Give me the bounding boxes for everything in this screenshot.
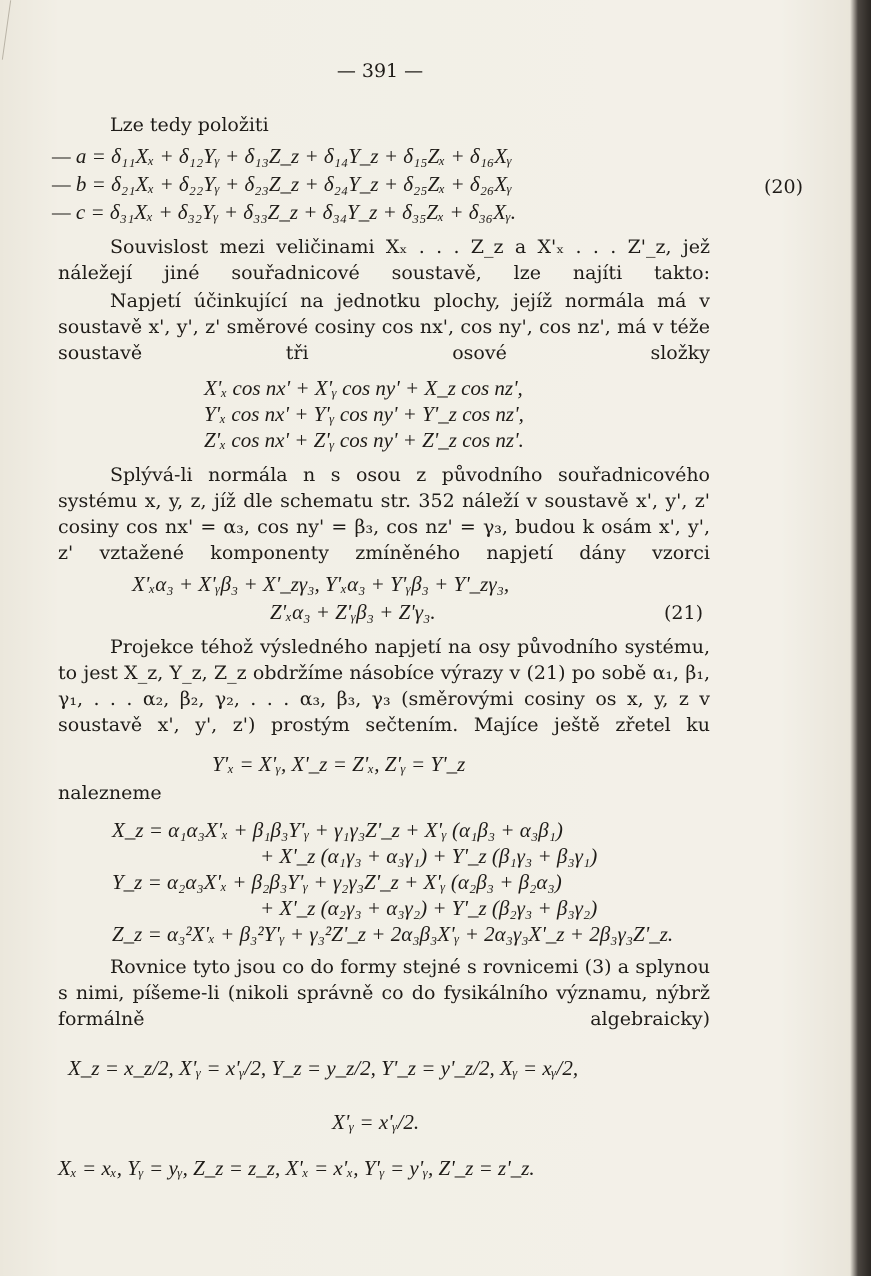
relations: Y'ₓ = X'ᵧ, X'_z = Z'ₓ, Z'ᵧ = Y'_z bbox=[212, 752, 466, 776]
substitutions-line2: X'ᵧ = x'ᵧ/2. bbox=[332, 1110, 420, 1134]
margin-mark bbox=[2, 0, 11, 60]
nalezneme-text: nalezneme bbox=[58, 782, 162, 804]
paragraph-souvislost: Souvislost mezi veličinami Xₓ . . . Z_z a X'ₓ . . . Z'_z, jež náležejí jiné souřadnicové soustavě, lze najíti takto: bbox=[58, 236, 710, 284]
equation-20-b: — b = δ₂₁Xₓ + δ₂₂Yᵧ + δ₂₃Z_z + δ₂₄Y_z + δ₂₅Zₓ + δ₂₆Xᵧ bbox=[52, 172, 512, 196]
paragraph-projekce: Projekce téhož výsledného napjetí na osy původního systému, to jest X_z, Y_z, Z_z obdržíme násobíce výrazy v (21) po sobě α₁, β₁, γ₁, . . . α₂, β₂, γ₂, . . . α₃, β₃, γ₃ (směrovými cosiny os x, y, z v soustavě x', y', z') prostým sečtením. Majíce ještě zřetel ku bbox=[58, 636, 710, 736]
equation-number-20: (20) bbox=[764, 176, 804, 198]
equation-21-line2: Z'ₓα₃ + Z'ᵧβ₃ + Z'γ₃. bbox=[270, 600, 436, 624]
equation-21-line1: X'ₓα₃ + X'ᵧβ₃ + X'_zγ₃, Y'ₓα₃ + Y'ᵧβ₃ + Y'_zγ₃, bbox=[132, 572, 510, 596]
intro-text: Lze tedy položiti bbox=[110, 114, 269, 136]
page-number: — 391 — bbox=[336, 60, 424, 82]
equation-Yz-line2: + X'_z (α₂γ₃ + α₃γ₂) + Y'_z (β₂γ₃ + β₃γ₂) bbox=[260, 896, 598, 920]
equation-20-a: — a = δ₁₁Xₓ + δ₁₂Yᵧ + δ₁₃Z_z + δ₁₄Y_z + δ₁₅Zₓ + δ₁₆Xᵧ bbox=[52, 144, 512, 168]
paragraph-splyva: Splývá-li normála n s osou z původního souřadnicového systému x, y, z, jíž dle schematu str. 352 náleží v soustavě x', y', z' cosiny cos nx' = α₃, cos ny' = β₃, cos nz' = γ₃, budou k osám x', y', z' vztažené komponenty zmíněného napjetí dány vzorci bbox=[58, 464, 710, 564]
equation-number-21: (21) bbox=[664, 602, 704, 624]
equation-Zz: Z_z = α₃²X'ₓ + β₃²Y'ᵧ + γ₃²Z'_z + 2α₃β₃X'ᵧ + 2α₃γ₃X'_z + 2β₃γ₃Z'_z. bbox=[112, 922, 674, 946]
paragraph-rovnice: Rovnice tyto jsou co do formy stejné s rovnicemi (3) a splynou s nimi, píšeme-li (nikoli správně co do fysikálního významu, nýbrž formálně algebraicky) bbox=[58, 956, 710, 1030]
substitutions-line1: X_z = x_z/2, X'ᵧ = x'ᵧ/2, Y_z = y_z/2, Y'_z = y'_z/2, Xᵧ = xᵧ/2, bbox=[68, 1056, 579, 1080]
equation-Yz-line1: Y_z = α₂α₃X'ₓ + β₂β₃Y'ᵧ + γ₂γ₃Z'_z + X'ᵧ (α₂β₃ + β₂α₃) bbox=[112, 870, 562, 894]
paragraph-napjeti: Napjetí účinkující na jednotku plochy, jejíž normála má v soustavě x', y', z' směrové cosiny cos nx', cos ny', cos nz', má v téže soustavě tři osové složky bbox=[58, 290, 710, 364]
equation-Xz-line1: X_z = α₁α₃X'ₓ + β₁β₃Y'ᵧ + γ₁γ₃Z'_z + X'ᵧ (α₁β₃ + α₃β₁) bbox=[112, 818, 563, 842]
components-z: Z'ₓ cos nx' + Z'ᵧ cos ny' + Z'_z cos nz'. bbox=[204, 428, 524, 452]
equation-20-c: — c = δ₃₁Xₓ + δ₃₂Yᵧ + δ₃₃Z_z + δ₃₄Y_z + δ₃₅Zₓ + δ₃₆Xᵧ. bbox=[52, 200, 517, 224]
substitutions-line3: Xₓ = xₓ, Yᵧ = yᵧ, Z_z = z_z, X'ₓ = x'ₓ, Y'ᵧ = y'ᵧ, Z'_z = z'_z. bbox=[58, 1156, 535, 1180]
components-y: Y'ₓ cos nx' + Y'ᵧ cos ny' + Y'_z cos nz', bbox=[204, 402, 524, 426]
equation-Xz-line2: + X'_z (α₁γ₃ + α₃γ₁) + Y'_z (β₁γ₃ + β₃γ₁) bbox=[260, 844, 598, 868]
components-x: X'ₓ cos nx' + X'ᵧ cos ny' + X_z cos nz', bbox=[204, 376, 523, 400]
